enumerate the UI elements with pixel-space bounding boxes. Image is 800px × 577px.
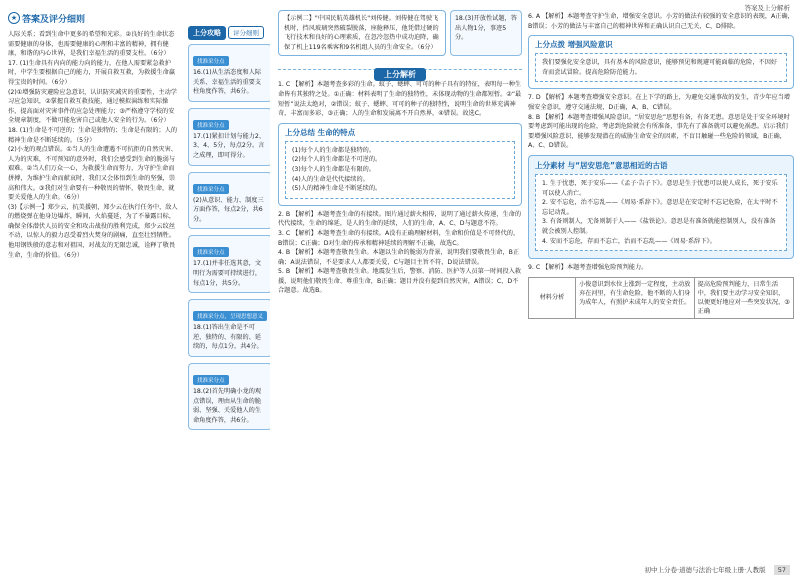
- answer-18-1: 18. (1)生命是不可逆的；生命是独特的；生命是有限的；人的精神生命是不断延续的。（5分）: [8, 126, 178, 144]
- analysis-4: 4. B 【解析】本题考查敬畏生命。本题以生命的脆弱为背景，说明我们要敬畏生命，B正确；A说法错误，不是要求人人都要关爱，C与题目主旨不符，D说法错误。: [278, 249, 520, 266]
- banner-title: 上分解析: [374, 68, 426, 81]
- answer-intro: 人际关系；看到生命中更多的希望和光彩。②良好的生命状态需要健康的身体，也需要健康的心理和丰富的精神，拥有健康，和谐的内心世界，是我们幸福生活的重要支柱。（6分）: [8, 31, 175, 58]
- summary-item: (5)人的精神生命是不断延续的。: [292, 185, 382, 193]
- tip-heading: 上分点拨 增强风险意识: [535, 40, 613, 50]
- column-middle: [278, 0, 522, 577]
- scoring-box: [188, 172, 270, 230]
- header-label: 答案及上分解析: [744, 4, 790, 12]
- strategy-badge: 上分攻略: [188, 26, 226, 40]
- scoring-tag: 找准采分点: [193, 56, 229, 66]
- material-table: [528, 277, 794, 319]
- material-box: [528, 155, 794, 259]
- analysis-2: 2. B 【解析】本题考查生命的有接续。图片通过薪火相传，说明了通过薪火传递，生命的代代接续，生命的绵延，是人的生命的延续，人们的生命，A、C、D与题意不符。: [278, 210, 522, 228]
- answer-18-2: (2)小龙的观点错误。①当人的生命遭遇不可抗拒的自然灾害、人为的灾难，不可预知的意外时，我们会感受到生命的脆弱与艰难。②当人们万众一心，为救援生命而努力，为守护生命而拼搏，为维护生命而献哀时，我们又会体悟到生命的坚强，崇高和伟大。③我们对生命要有一种敬畏的情怀，敬畏生命，就要关爱他人的生命。（6分）: [8, 146, 177, 202]
- page-number: 57: [774, 565, 790, 575]
- analysis-9: 9. C 【解析】本题考查增强危险预判能力。: [528, 264, 648, 272]
- example-box: [278, 10, 446, 56]
- star-icon: ★: [8, 12, 20, 24]
- summary-box: [278, 123, 522, 206]
- scoring-box: [188, 363, 270, 430]
- scoring-box: [188, 299, 270, 357]
- table-head: 材料分析: [529, 277, 576, 318]
- material-item: 2. 安不忘危，治不忘乱——《周易·系辞下》。意思是在安定时不忘记危险，在太平时不忘记动乱。: [542, 199, 778, 216]
- answers-title: 答案及评分细则: [22, 14, 86, 25]
- scoring-tag: 找准采分点: [193, 375, 229, 385]
- side-note-box: [450, 10, 522, 56]
- answer-17-2: (2)①增强防灾避险应急意识，认识防灾减灾的重要性，主动学习应急知识，②掌握自救互救技能，通过模拟演练和实际操作，提高面对灾害事件的应急处理能力；③严格遵守学校的安全规章制度，不做可能危害自己或他人安全的行为。（6分）: [8, 88, 177, 125]
- scoring-tag: 找准采分点: [193, 120, 229, 130]
- scoring-strip: [188, 20, 270, 575]
- scoring-text: 17.(1)并非任选其意，文明行为需要可持续进行，每点1分，共5分。: [193, 260, 262, 287]
- scoring-badge: 评分细则: [228, 26, 264, 39]
- answer-18-3: (3)【示例一】郑少云，抗美援朝，郑少云在执行任务中，敌人的燃烧弹在他身边爆炸，瞬间，火焰蔓延，为了不暴露目标，确保全体潜伏人员的安全和攻击战役的胜利完成，郑少云纹丝不动，以惊人的毅力忍受着烈火焚身的剧痛，直至壮烈牺牲。他用钢铁般的意志和对祖国，对战友的无限忠诚，诠释了敬畏生命，生命的价值。（6分）: [8, 203, 178, 259]
- material-list: [535, 174, 787, 251]
- summary-item: (3)每个人的生命都是有限的。: [292, 165, 376, 173]
- summary-list: [285, 141, 515, 199]
- analysis-7: 7. D 【解析】本题考查增强安全意识。在上下学的路上，为避免交通事故的发生，青少年应当增强安全意识，遵守交通法规，D正确，A、B、C错误。: [528, 94, 791, 111]
- answer-17-1: 17. (1)生命具有内向的能力向的能力，在他人需要紧急救护时，中学生要根据自己的能力，开展自救互救，为救援生命赢得宝贵的时间。（6分）: [8, 59, 176, 86]
- scoring-box: [188, 44, 270, 102]
- summary-item: (2)每个人的生命都是不可逆的。: [292, 156, 382, 164]
- tip-box: [528, 35, 794, 89]
- material-heading: 上分素材 与“居安思危”意思相近的古语: [535, 160, 668, 170]
- scoring-text: 18.(1)答出生命是不可逆、独特的、有限的、延续的，每点1分，共4分。: [193, 324, 263, 351]
- scoring-text: (2)从意识、能力、制度三方面作答，每点2分，共6分。: [193, 196, 264, 223]
- analysis-1: 1. C 【解析】本题考查多彩的生命。蚊子、蟋蟀、可可的种子具有的特征，表明每一种生命皆有其独特之处。①正确：材料表明了生命的独特性，未体现动物的生命都短暂。②“最短暂”说法太绝对，②错误；蚊子、蟋蟀、可可的种子的独特性，说明生命的世界充满神奇，丰富而多彩，③正确；人的生命和发展离不开自然界，④错误。故选C。: [278, 81, 522, 118]
- analysis-5: 5. B 【解析】本题考查敬畏生命。地震发生后，警察、消防、医护等人员第一时间投入救援，说明他们敬畏生命、尊重生命，B正确；题目并没有提到自然灾害，A错误；C、D不合题意。故选B。: [278, 268, 522, 295]
- analysis-6: 6. A 【解析】本题考查守护生命，增强安全意识。小芳的做法有较强的安全意识的表现，A正确，B错误；小芳的做法与丰富自己的精神世界和正确认识自己无关，C、D排除。: [528, 13, 794, 30]
- scoring-box: [188, 108, 270, 166]
- section-banner: [278, 62, 522, 80]
- scoring-tag: 找准采分点，呈现思想意义: [193, 311, 267, 321]
- example-two-text: 【示例二】"中国民航英雄机长"刘传健。刘传健在驾驶飞机时，挡风玻璃突然破裂脱落，座舱释压，他凭借过硬的飞行技术和良好的心理素质，在忽冷忽热中成功迫降，确保了机上119名乘客和9名机组人员的生命安全。（6分）: [284, 15, 439, 51]
- analysis-3: 3. C 【解析】本题考查生命的有接续。A没有正确理解材料，生命和价值是不可替代的，B错误；C正确；D对生命的传承和精神延续的理解不正确，故选C。: [278, 229, 520, 247]
- footer-text: 初中上分卷·道德与法治七年级上册·人教版: [644, 566, 766, 574]
- tip-text: 我们要强化安全意识，具有基本的风险意识，能够预见和规避可能面临的危险，不因好奇而尝试冒险。提高危险防范能力。: [542, 59, 778, 76]
- answers-body: [8, 30, 180, 260]
- summary-item: (1)每个人的生命都是独特的。: [292, 146, 376, 154]
- scoring-tag: 找准采分点: [193, 184, 229, 194]
- scoring-text: 16.(1)从生活态度和人际关系、幸福生活的重要支柱角度作答，共6分。: [193, 69, 262, 96]
- scoring-text: 17.(1)紧扣计划与能力2、3、4、5分，每点2分。言之成理，即可得分。: [193, 132, 266, 159]
- side-note-text: 18.(3)开放性试题，答出人物1分，事迹5分。: [455, 15, 517, 42]
- tip-content: [535, 53, 787, 82]
- material-item: 1. 生于忧患，死于安乐——《孟子·告子下》。意思是生于忧患可以使人成长，死于安乐可以使人消亡。: [542, 179, 778, 197]
- scoring-tag: 找准采分点: [193, 247, 229, 257]
- summary-item: (4)人的生命是代代接续的。: [292, 175, 369, 183]
- analysis-8: 8. B 【解析】本题考查增强风险意识。“居安思危”思想有备，有备无患。意思是处于安全环境时要考虑到可能出现的危险，考虑到危险就会有所准备，事先有了准备就可以避免祸患。启示我们要增强风险意识，能够发现潜在的威胁生命安全的因素，不盲目触碰一些危险的领域，B正确，A、C、D错误。: [528, 113, 790, 150]
- scoring-text: 18.(2)首先明确小龙的观点错误，理由从生命的脆弱、坚强、关爱他人的生命角度作答，共6分。: [193, 387, 262, 424]
- material-item: 4. 安而不忘危，存而不忘亡，治而不忘乱——《周易·系辞下》。: [542, 237, 716, 245]
- material-item: 3. 有备则制人，无备则制于人——《盐铁论》。意思是有准备就能控制别人，没有准备就会被别人控制。: [542, 218, 776, 235]
- table-cell-2: 提高危险预判能力，日常生活中，我们要主动学习安全知识，以便更好地应对一些突发状况，③正确: [694, 277, 793, 318]
- summary-heading: 上分总结 生命的特点: [285, 127, 356, 137]
- scoring-box: [188, 235, 270, 293]
- column-right: [528, 0, 794, 577]
- column-left: [8, 0, 270, 577]
- table-cell-1: 小俊意识到水位上涨到一定程度，主动放弃在河里，有生命危险，他不断的人们身为成年人，有照护未成年人的安全责任。: [576, 277, 695, 318]
- footer: [645, 565, 791, 574]
